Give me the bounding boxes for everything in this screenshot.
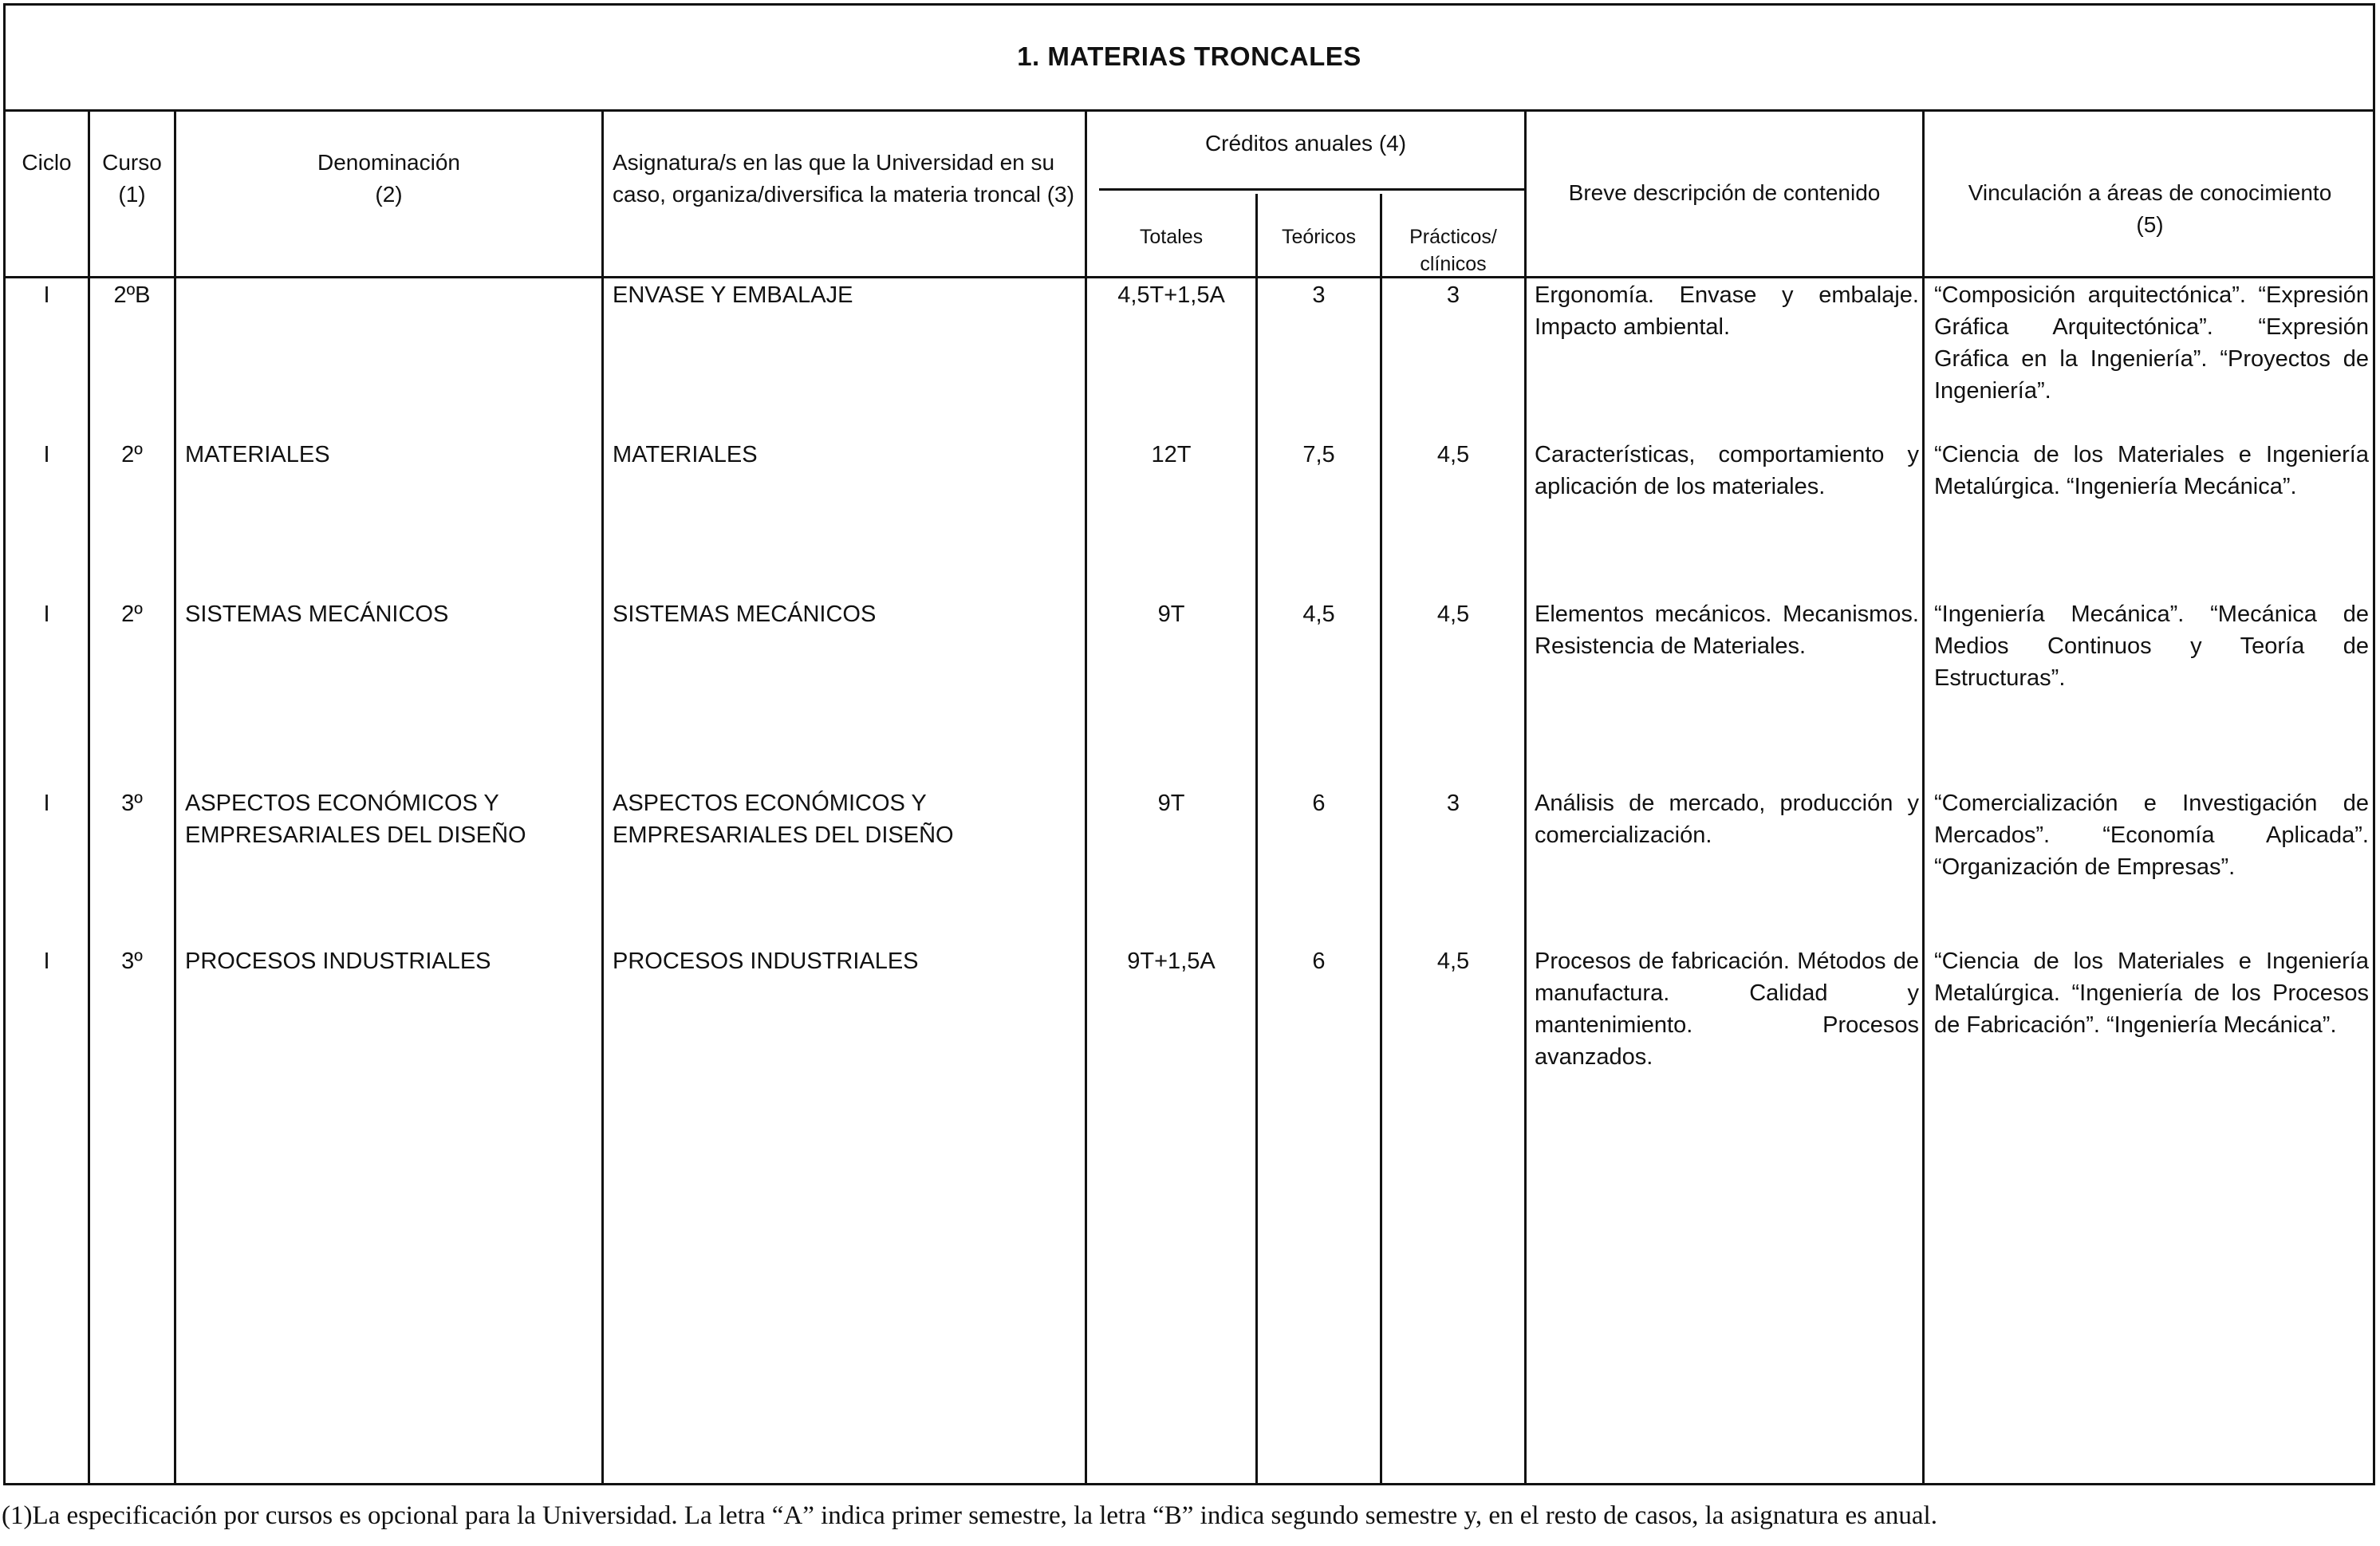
row-asignatura: PROCESOS INDUSTRIALES bbox=[613, 949, 919, 974]
col-divider bbox=[1524, 112, 1527, 1485]
row-descripcion: Análisis de mercado, producción y comercialización. bbox=[1535, 791, 1919, 848]
row-ciclo: I bbox=[43, 282, 50, 308]
header-ciclo: Ciclo bbox=[22, 150, 72, 175]
row-ciclo: I bbox=[43, 791, 50, 816]
row-denominacion: MATERIALES bbox=[185, 442, 330, 467]
row-totales: 4,5T+1,5A bbox=[1117, 282, 1225, 308]
header-vinculacion-label: Vinculación a áreas de conocimiento bbox=[1968, 180, 2332, 205]
row-practicos: 4,5 bbox=[1436, 442, 1470, 467]
header-practicos-label-2: clínicos bbox=[1420, 253, 1487, 275]
row-practicos: 4,5 bbox=[1436, 601, 1470, 627]
row-ciclo: I bbox=[43, 442, 50, 467]
header-curso-note: (1) bbox=[118, 182, 146, 207]
row-teoricos: 7,5 bbox=[1302, 442, 1335, 467]
header-curso-label: Curso bbox=[102, 150, 162, 175]
header-denominacion-note: (2) bbox=[375, 182, 403, 207]
header-descripcion: Breve descripción de contenido bbox=[1568, 180, 1881, 205]
row-vinculacion: “Composición arquitectónica”. “Expresión Gráfica Arquitectónica”. “Expresión Gráfica en la Ingeniería”. “Proyectos de Ingeniería”. bbox=[1934, 282, 2369, 404]
table-title: 1. MATERIAS TRONCALES bbox=[3, 3, 2375, 112]
row-totales: 9T bbox=[1157, 791, 1185, 816]
header-bottom-line bbox=[3, 276, 2375, 278]
row-descripcion: Procesos de fabricación. Métodos de manufactura. Calidad y mantenimiento. Procesos avanzados. bbox=[1535, 949, 1919, 1070]
row-vinculacion: “Ingeniería Mecánica”. “Mecánica de Medios Continuos y Teoría de Estructuras”. bbox=[1934, 601, 2369, 691]
row-practicos: 3 bbox=[1446, 791, 1460, 816]
row-denominacion: PROCESOS INDUSTRIALES bbox=[185, 949, 491, 974]
row-curso: 2º bbox=[121, 601, 143, 627]
row-asignatura: MATERIALES bbox=[613, 442, 758, 467]
row-descripcion: Ergonomía. Envase y embalaje. Impacto ambiental. bbox=[1535, 282, 1919, 340]
header-vinculacion-note: (5) bbox=[2136, 212, 2164, 237]
header-practicos-label: Prácticos/ bbox=[1409, 226, 1497, 248]
row-teoricos: 6 bbox=[1312, 949, 1326, 974]
row-teoricos: 3 bbox=[1312, 282, 1326, 308]
row-vinculacion: “Ciencia de los Materiales e Ingeniería Metalúrgica. “Ingeniería de los Procesos de Fabricación”. “Ingeniería Mecánica”. bbox=[1934, 949, 2369, 1038]
row-totales: 9T+1,5A bbox=[1127, 949, 1216, 974]
header-vinculacion bbox=[1925, 177, 2375, 241]
col-divider bbox=[601, 112, 604, 1485]
header-totales: Totales bbox=[1139, 226, 1204, 248]
row-curso: 2ºB bbox=[113, 282, 151, 308]
row-curso: 2º bbox=[121, 442, 143, 467]
row-asignatura: SISTEMAS MECÁNICOS bbox=[613, 601, 877, 627]
col-divider bbox=[174, 112, 176, 1485]
row-totales: 12T bbox=[1151, 442, 1192, 467]
row-vinculacion: “Comercialización e Investigación de Mercados”. “Economía Aplicada”. “Organización de Empresas”. bbox=[1934, 791, 2369, 880]
row-ciclo: I bbox=[43, 601, 50, 627]
row-ciclo: I bbox=[43, 949, 50, 974]
row-teoricos: 6 bbox=[1312, 791, 1326, 816]
header-teoricos: Teóricos bbox=[1281, 226, 1357, 248]
row-asignatura: ASPECTOS ECONÓMICOS Y EMPRESARIALES DEL DISEÑO bbox=[613, 791, 954, 848]
row-practicos: 4,5 bbox=[1436, 949, 1470, 974]
header-creditos: Créditos anuales (4) bbox=[1204, 131, 1407, 156]
creditos-divider bbox=[1099, 188, 1524, 191]
row-teoricos: 4,5 bbox=[1302, 601, 1335, 627]
row-vinculacion: “Ciencia de los Materiales e Ingeniería Metalúrgica. “Ingeniería Mecánica”. bbox=[1934, 442, 2369, 499]
col-divider bbox=[1922, 112, 1925, 1485]
header-denominacion bbox=[176, 147, 601, 211]
col-divider bbox=[1380, 194, 1382, 1485]
row-descripcion: Características, comportamiento y aplicación de los materiales. bbox=[1535, 442, 1919, 499]
row-practicos: 3 bbox=[1446, 282, 1460, 308]
row-curso: 3º bbox=[121, 949, 143, 974]
row-denominacion: ASPECTOS ECONÓMICOS Y EMPRESARIALES DEL DISEÑO bbox=[185, 791, 526, 848]
row-descripcion: Elementos mecánicos. Mecanismos. Resistencia de Materiales. bbox=[1535, 601, 1919, 659]
footnote: (1)La especificación por cursos es opcional para la Universidad. La letra “A” indica primer semestre, la letra “B” indica segundo semestre y, en el resto de casos, la asignatura es anual. bbox=[2, 1501, 1937, 1530]
row-denominacion: SISTEMAS MECÁNICOS bbox=[185, 601, 449, 627]
header-curso bbox=[90, 147, 174, 211]
header-practicos bbox=[1382, 223, 1524, 278]
row-asignatura: ENVASE Y EMBALAJE bbox=[613, 282, 853, 308]
row-totales: 9T bbox=[1157, 601, 1185, 627]
header-denominacion-label: Denominación bbox=[317, 150, 460, 175]
row-curso: 3º bbox=[121, 791, 143, 816]
header-asignatura: Asignatura/s en las que la Universidad en su caso, organiza/diversifica la materia troncal (3) bbox=[613, 150, 1074, 207]
col-divider bbox=[1255, 194, 1258, 1485]
